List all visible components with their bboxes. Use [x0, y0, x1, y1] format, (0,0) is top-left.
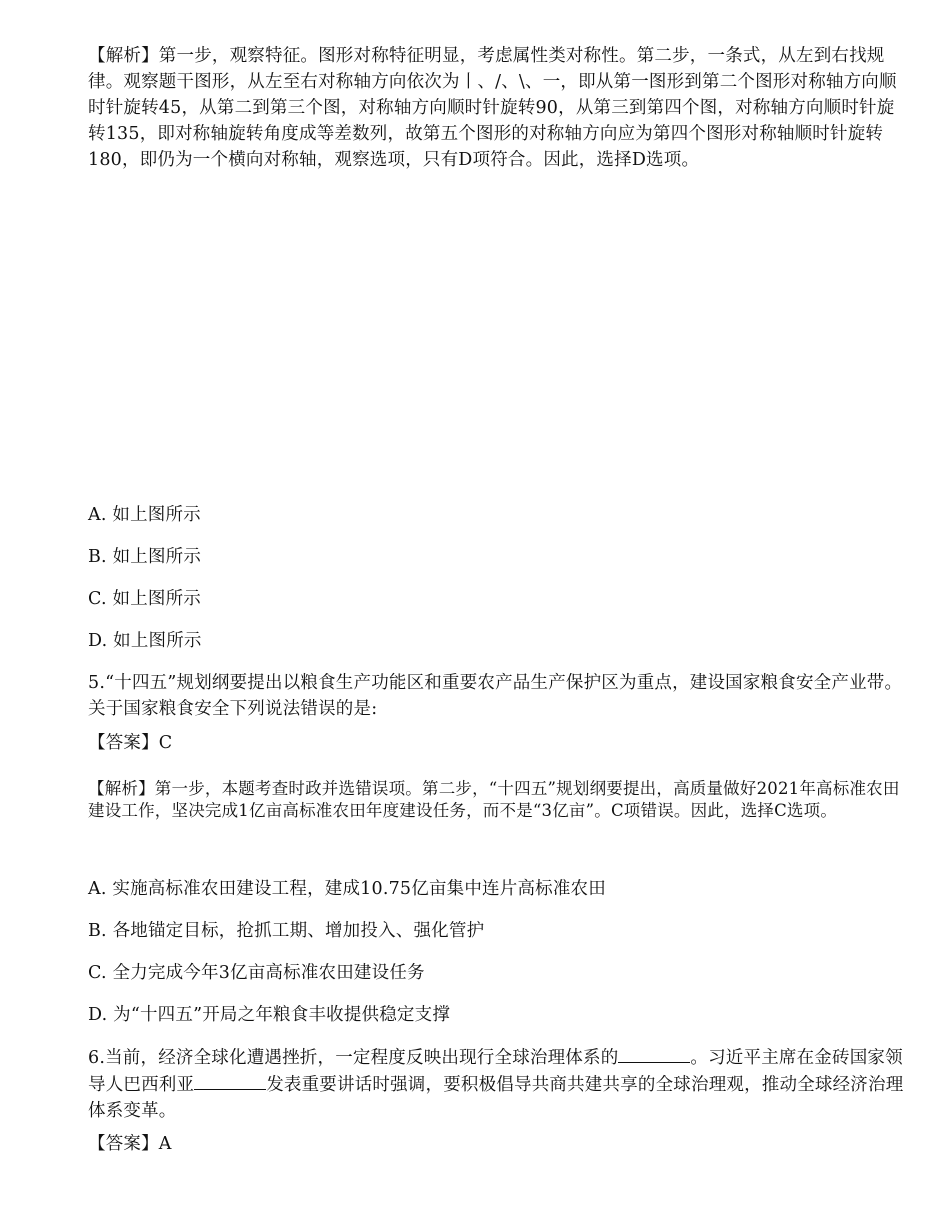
- q4-option-a: A. 如上图所示: [88, 505, 201, 525]
- q6-question: [88, 1044, 908, 1124]
- q6-blank-1[interactable]: [618, 1044, 690, 1063]
- q5-option-b: B. 各地锚定目标，抢抓工期、增加投入、强化管护: [88, 921, 485, 941]
- q4-option-b: B. 如上图所示: [88, 547, 202, 567]
- q6-question-part1: 6.当前，经济全球化遭遇挫折，一定程度反映出现行全球治理体系的: [88, 1048, 619, 1068]
- q5-analysis: 【解析】第一步，本题考查时政并选错误项。第二步，“十四五”规划纲要提出，高质量做好2021年高标准农田建设工作，坚决完成1亿亩高标准农田年度建设任务，而不是“3亿亩”。C项错误。因此，选择C选项。: [88, 779, 900, 820]
- q5-option-a: A. 实施高标准农田建设工程，建成10.75亿亩集中连片高标准农田: [88, 879, 606, 899]
- q6-blank-2[interactable]: [194, 1071, 266, 1090]
- q5-option-c: C. 全力完成今年3亿亩高标准农田建设任务: [88, 963, 425, 983]
- q5-option-d: D. 为“十四五”开局之年粮食丰收提供稳定支撑: [88, 1005, 451, 1025]
- q6-answer: 【答案】A: [88, 1134, 172, 1154]
- q5-question: 5.“十四五”规划纲要提出以粮食生产功能区和重要农产品生产保护区为重点，建设国家粮食安全产业带。关于国家粮食安全下列说法错误的是:: [88, 673, 903, 719]
- q6-question-part2: 。习近平主席在金砖国家领导人巴西利亚: [88, 1048, 903, 1095]
- q5-answer: 【答案】C: [88, 733, 173, 753]
- q4-analysis: 【解析】第一步，观察特征。图形对称特征明显，考虑属性类对称性。第二步，一条式，从左到右找规律。观察题干图形，从左至右对称轴方向依次为丨、/、\、一，即从第一图形到第二个图形对称轴方向顺时针旋转45，从第二到第三个图，对称轴方向顺时针旋转90，从第三到第四个图，对称轴方向顺时针旋转135，即对称轴旋转角度成等差数列，故第五个图形的对称轴方向应为第四个图形对称轴顺时针旋转180，即仍为一个横向对称轴，观察选项，只有D项符合。因此，选择D选项。: [88, 46, 897, 170]
- q6-question-part3: 发表重要讲话时强调，要积极倡导共商共建共享的全球治理观，推动全球经济治理体系变革。: [88, 1075, 904, 1121]
- q4-option-c: C. 如上图所示: [88, 589, 201, 609]
- q4-figure-area: [88, 180, 908, 490]
- q4-option-d: D. 如上图所示: [88, 631, 202, 651]
